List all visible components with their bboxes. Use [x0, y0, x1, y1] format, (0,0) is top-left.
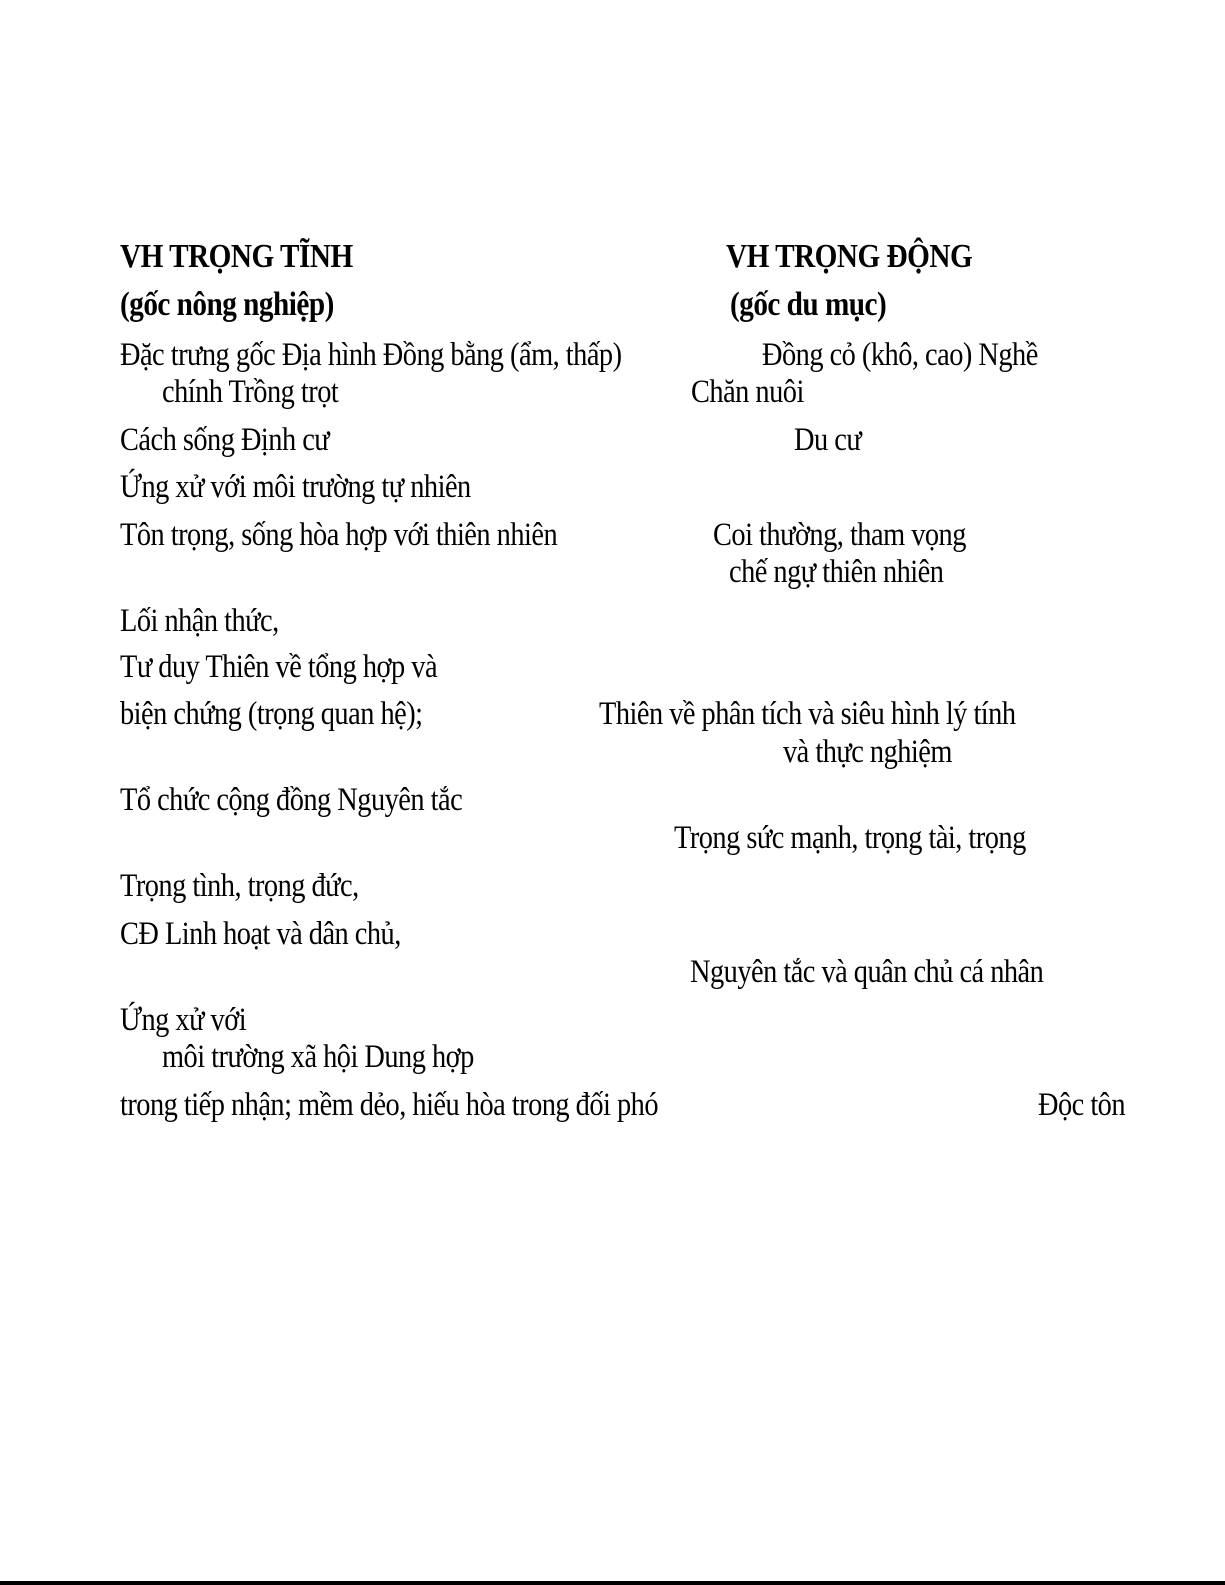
text-line: trong tiếp nhận; mềm dẻo, hiếu hòa trong đối phó [120, 1087, 658, 1123]
text-line: Tổ chức cộng đồng Nguyên tắc [120, 782, 463, 818]
text-line: Đặc trưng gốc Địa hình Đồng bằng (ẩm, thấp) [120, 337, 622, 373]
right-column-title: VH TRỌNG ĐỘNG [726, 238, 973, 275]
text-line: CĐ Linh hoạt và dân chủ, [120, 916, 401, 952]
text-line: Tư duy Thiên về tổng hợp và [120, 649, 438, 685]
text-line: Du cư [794, 422, 862, 458]
text-line: Đồng cỏ (khô, cao) Nghề [762, 337, 1038, 373]
text-line: Trọng sức mạnh, trọng tài, trọng [674, 820, 1026, 856]
right-column-subtitle: (gốc du mục) [730, 286, 887, 323]
text-line: Chăn nuôi [691, 374, 804, 410]
text-line: Độc tôn [1038, 1087, 1126, 1123]
text-line: Ứng xử với [120, 1002, 247, 1038]
left-column-subtitle: (gốc nông nghiệp) [120, 286, 334, 323]
text-line: biện chứng (trọng quan hệ); [120, 696, 423, 732]
text-line: Nguyên tắc và quân chủ cá nhân [690, 954, 1044, 990]
text-line: môi trường xã hội Dung hợp [162, 1039, 474, 1075]
text-line: Trọng tình, trọng đức, [120, 868, 359, 904]
text-line: Thiên về phân tích và siêu hình lý tính [599, 696, 1016, 732]
text-line: chính Trồng trọt [162, 374, 339, 410]
text-line: chế ngự thiên nhiên [729, 554, 944, 590]
bottom-border-line [0, 1581, 1225, 1585]
text-line: và thực nghiệm [783, 734, 952, 770]
text-line: Lối nhận thức, [120, 603, 279, 639]
left-column-title: VH TRỌNG TĨNH [120, 238, 353, 275]
text-line: Ứng xử với môi trường tự nhiên [120, 469, 471, 505]
text-line: Cách sống Định cư [120, 422, 330, 458]
text-line: Coi thường, tham vọng [713, 517, 966, 553]
text-line: Tôn trọng, sống hòa hợp với thiên nhiên [120, 517, 558, 553]
